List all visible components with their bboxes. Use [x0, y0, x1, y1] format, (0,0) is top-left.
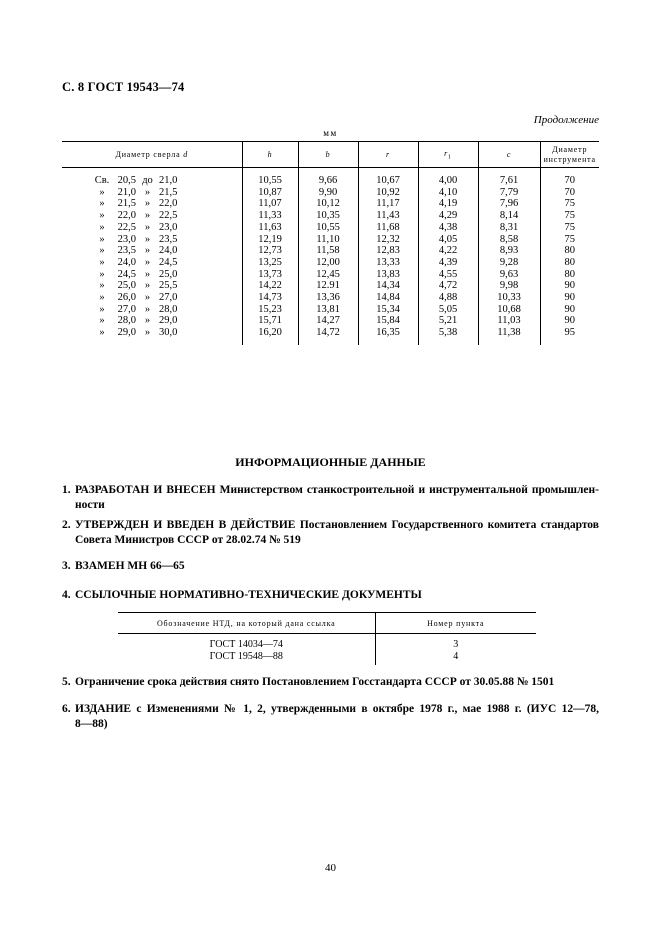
cell-tool-diameter: 70 [540, 168, 599, 187]
cell-b: 14,72 [298, 327, 358, 345]
cell-drill-range: Св. 20,5 до 21,0 [94, 175, 178, 186]
cell-c: 8,93 [478, 245, 540, 257]
cell-h: 15,71 [242, 315, 298, 327]
ref-header-row [118, 613, 536, 634]
cell-b: 10,35 [298, 210, 358, 222]
header-c: c [478, 142, 540, 168]
cell-h: 14,73 [242, 292, 298, 304]
table-row [62, 327, 599, 345]
cell-r: 10,67 [358, 168, 418, 187]
cell-tool-diameter: 75 [540, 234, 599, 246]
cell-c: 9,28 [478, 257, 540, 269]
cell-r1: 4,88 [418, 292, 478, 304]
cell-tool-diameter: 75 [540, 198, 599, 210]
cell-r: 12,32 [358, 234, 418, 246]
cell-h: 13,25 [242, 257, 298, 269]
table-row [62, 222, 599, 234]
cell-drill-range: » 28,0 » 29,0 [99, 315, 178, 327]
info-item-developed: 1. РАЗРАБОТАН И ВНЕСЕН Министерством станкостроительной и инструментальной промышлен- ности [62, 484, 599, 511]
cell-b: 12,00 [298, 257, 358, 269]
cell-b: 9,90 [298, 187, 358, 199]
cell-r: 15,34 [358, 304, 418, 316]
cell-tool-diameter: 75 [540, 210, 599, 222]
cell-b: 9,66 [298, 168, 358, 187]
cell-drill-range: » 24,0 » 24,5 [99, 256, 178, 268]
cell-drill-range: » 29,0 » 30,0 [99, 327, 178, 339]
cell-r: 11,68 [358, 222, 418, 234]
cell-c: 11,38 [478, 327, 540, 345]
cell-r: 10,92 [358, 187, 418, 199]
ref-header-item: Номер пункта [375, 613, 536, 634]
cell-r1: 4,10 [418, 187, 478, 199]
cell-h: 11,07 [242, 198, 298, 210]
table-row [62, 304, 599, 316]
cell-b: 10,12 [298, 198, 358, 210]
cell-c: 7,79 [478, 187, 540, 199]
cell-r1: 4,05 [418, 234, 478, 246]
cell-drill-range: » 24,5 » 25,0 [99, 268, 178, 280]
table-row [62, 280, 599, 292]
cell-b: 12.91 [298, 280, 358, 292]
cell-r1: 4,19 [418, 198, 478, 210]
info-item-replaces: 3. ВЗАМЕН МН 66—65 [62, 560, 185, 572]
cell-h: 13,73 [242, 269, 298, 281]
cell-r: 13,33 [358, 257, 418, 269]
cell-r1: 4,00 [418, 168, 478, 187]
cell-h: 15,23 [242, 304, 298, 316]
cell-r: 11,43 [358, 210, 418, 222]
ref-cell-item: 4 [375, 651, 536, 666]
table-row [62, 269, 599, 281]
cell-c: 11,03 [478, 315, 540, 327]
header-drill-diameter: Диаметр сверла d [62, 142, 242, 168]
cell-r: 11,17 [358, 198, 418, 210]
cell-r: 12,83 [358, 245, 418, 257]
ref-table-row [118, 651, 536, 666]
table-header-row [62, 142, 599, 168]
cell-c: 8,31 [478, 222, 540, 234]
cell-drill-range: » 27,0 » 28,0 [99, 303, 178, 315]
cell-tool-diameter: 70 [540, 187, 599, 199]
cell-c: 9,98 [478, 280, 540, 292]
table-row [62, 292, 599, 304]
header-r1: $r_1$ [418, 142, 478, 168]
cell-c: 7,61 [478, 168, 540, 187]
cell-c: 8,14 [478, 210, 540, 222]
ref-cell-item: 3 [375, 634, 536, 651]
table-row [62, 168, 599, 187]
cell-r1: 4,39 [418, 257, 478, 269]
table-row [62, 198, 599, 210]
cell-tool-diameter: 80 [540, 257, 599, 269]
cell-r1: 4,55 [418, 269, 478, 281]
cell-tool-diameter: 80 [540, 269, 599, 281]
cell-r1: 4,38 [418, 222, 478, 234]
cell-tool-diameter: 75 [540, 222, 599, 234]
table-row [62, 234, 599, 246]
info-item-edition: 6. ИЗДАНИЕ с Изменениями № 1, 2, утвержденными в октябре 1978 г., мае 1988 г. (ИУС 12—78, 8—88) [62, 703, 599, 730]
cell-c: 8,58 [478, 234, 540, 246]
ref-table-row [118, 634, 536, 651]
references-table [118, 612, 536, 665]
cell-r: 16,35 [358, 327, 418, 345]
info-item-references: 4. ССЫЛОЧНЫЕ НОРМАТИВНО-ТЕХНИЧЕСКИЕ ДОКУМЕНТЫ [62, 589, 422, 601]
info-item-approved: 2. УТВЕРЖДЕН И ВВЕДЕН В ДЕЙСТВИЕ Постановлением Государственного комитета стандартов Совета Министров СССР от 28.02.74 № 519 [62, 519, 599, 546]
info-item-validity: 5. Ограничение срока действия снято Постановлением Госстандарта СССР от 30.05.88 № 1501 [62, 676, 555, 688]
page-number: 40 [325, 862, 336, 874]
cell-r1: 4,29 [418, 210, 478, 222]
cell-drill-range: » 25,0 » 25,5 [99, 280, 178, 292]
table-row [62, 210, 599, 222]
cell-r1: 4,72 [418, 280, 478, 292]
page-header: С. 8 ГОСТ 19543—74 [62, 80, 185, 94]
cell-tool-diameter: 90 [540, 280, 599, 292]
cell-r: 14,84 [358, 292, 418, 304]
cell-h: 11,63 [242, 222, 298, 234]
cell-r: 13,83 [358, 269, 418, 281]
info-section-title: ИНФОРМАЦИОННЫЕ ДАННЫЕ [235, 455, 426, 469]
cell-drill-range: » 23,0 » 23,5 [99, 233, 178, 245]
header-tool-diameter: Диаметр инструмента [540, 142, 599, 168]
header-r: r [358, 142, 418, 168]
ref-header-document: Обозначение НТД, на который дана ссылка [118, 613, 375, 634]
cell-b: 10,55 [298, 222, 358, 234]
cell-c: 10,33 [478, 292, 540, 304]
cell-drill-range: » 21,0 » 21,5 [99, 186, 178, 198]
cell-c: 7,96 [478, 198, 540, 210]
cell-h: 16,20 [242, 327, 298, 345]
dimensions-table [62, 141, 599, 345]
cell-r1: 5,05 [418, 304, 478, 316]
cell-b: 13,81 [298, 304, 358, 316]
cell-tool-diameter: 80 [540, 245, 599, 257]
cell-drill-range: » 22,0 » 22,5 [99, 210, 178, 222]
header-b: b [298, 142, 358, 168]
table-row [62, 245, 599, 257]
cell-drill-range: » 23,5 » 24,0 [99, 245, 178, 257]
cell-tool-diameter: 90 [540, 304, 599, 316]
cell-tool-diameter: 90 [540, 315, 599, 327]
cell-b: 11,10 [298, 234, 358, 246]
units-label: мм [323, 128, 338, 138]
cell-drill-range: » 21,5 » 22,0 [99, 198, 178, 210]
cell-c: 10,68 [478, 304, 540, 316]
cell-h: 11,33 [242, 210, 298, 222]
cell-tool-diameter: 95 [540, 327, 599, 345]
cell-drill-range: » 26,0 » 27,0 [99, 292, 178, 304]
cell-r: 14,34 [358, 280, 418, 292]
cell-b: 12,45 [298, 269, 358, 281]
cell-b: 14,27 [298, 315, 358, 327]
header-h: h [242, 142, 298, 168]
cell-r: 15,84 [358, 315, 418, 327]
cell-h: 10,87 [242, 187, 298, 199]
cell-b: 11,58 [298, 245, 358, 257]
table-row [62, 187, 599, 199]
cell-r1: 5,21 [418, 315, 478, 327]
cell-r1: 5,38 [418, 327, 478, 345]
cell-r1: 4,22 [418, 245, 478, 257]
ref-cell-document: ГОСТ 14034—74 [209, 639, 283, 650]
cell-c: 9,63 [478, 269, 540, 281]
cell-b: 13,36 [298, 292, 358, 304]
cell-tool-diameter: 90 [540, 292, 599, 304]
cell-h: 12,73 [242, 245, 298, 257]
table-row [62, 257, 599, 269]
cell-h: 10,55 [242, 168, 298, 187]
ref-cell-document: ГОСТ 19548—88 [209, 650, 283, 662]
cell-drill-range: » 22,5 » 23,0 [99, 221, 178, 233]
cell-h: 12,19 [242, 234, 298, 246]
cell-h: 14,22 [242, 280, 298, 292]
table-row [62, 315, 599, 327]
continuation-label: Продолжение [533, 114, 599, 126]
